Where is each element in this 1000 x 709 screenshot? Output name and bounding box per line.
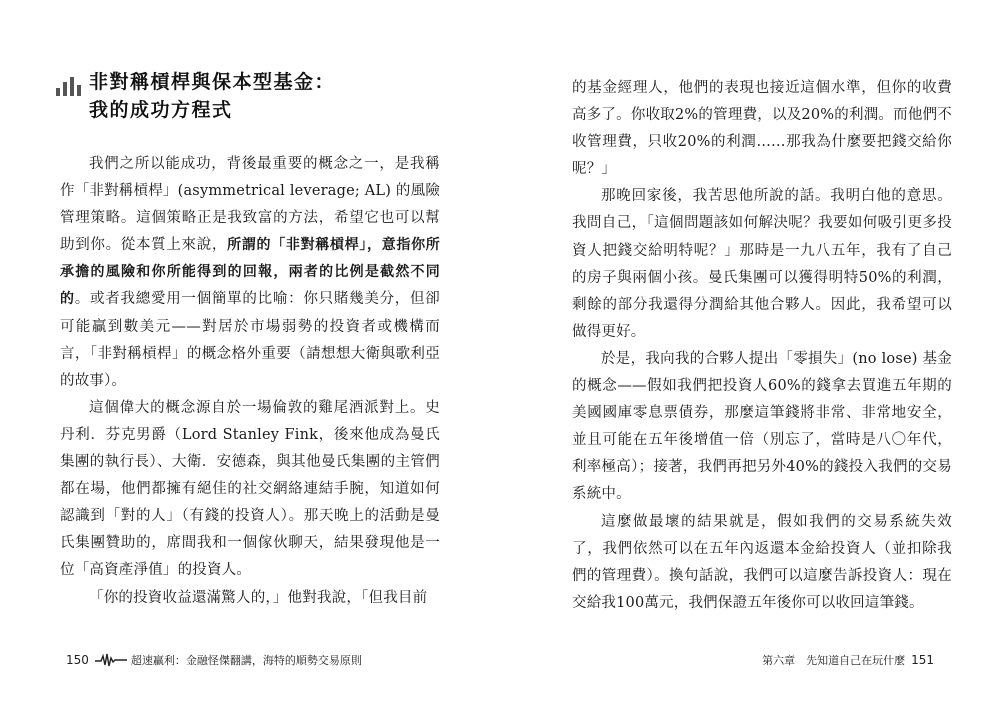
paragraph: 「你的投資收益還滿驚人的，」他對我說，「但我目前	[89, 589, 428, 606]
right-body-text	[572, 75, 952, 617]
left-footer	[60, 652, 362, 668]
left-body-text	[60, 151, 440, 612]
right-page	[500, 0, 1000, 709]
emphasis-text: 所謂的「非對稱槓桿」，意指你所承擔的風險和你所能得到的回報，兩者的比例是截然不同的	[60, 237, 441, 308]
paragraph	[60, 151, 440, 395]
chapter-label: 第六章 先知道自己在玩什麼	[762, 654, 906, 667]
paragraph: 這麼做最壞的結果就是，假如我們的交易系統失效了，我們依然可以在五年內返還本金給投資人（並扣除我們的管理費）。換句話說，我們可以這麼告訴投資人：現在交給我100萬元，我們保證五年後你可以收回這筆錢。	[572, 513, 952, 611]
section-title-line-2: 我的成功方程式	[89, 99, 233, 121]
section-heading	[56, 68, 335, 124]
section-title	[89, 68, 335, 124]
paragraph: 那晚回家後，我苦思他所說的話。我明白他的意思。我問自己，「這個問題該如何解決呢？我要如何吸引更多投資人把錢交給明特呢？」那時是一九八五年，我有了自己的房子與兩個小孩。曼氏集團可以獲得明特50%的利潤，剩餘的部分我還得分潤給其他合夥人。因此，我希望可以做得更好。	[572, 188, 952, 340]
paragraph: 這個偉大的概念源自於一場倫敦的雞尾酒派對上。史丹利．芬克男爵（Lord Stanley Fink，後來他成為曼氏集團的執行長）、大衛．安德森，與其他曼氏集團的主管們都在場，他們都擁有絕佳的社交網絡連結手腕，知道如何認識到「對的人」（有錢的投資人）。那天晚上的活動是曼氏集團贊助的，席間我和一個傢伙聊天，結果發現他是一位「高資產淨值」的投資人。	[60, 399, 440, 579]
page-number: 151	[911, 653, 934, 667]
page-number: 150	[66, 653, 89, 667]
paragraph-text: 我們之所以能成功，背後最重要的概念之一，是我稱作「非對稱槓桿」(asymmetrical leverage; AL) 的風險管理策略。這個策略正是我致富的方法，希望它也可以幫助到你。從本質上來說，	[60, 156, 441, 254]
pulse-wave-icon	[95, 653, 127, 667]
paragraph: 於是，我向我的合夥人提出「零損失」(no lose) 基金的概念——假如我們把投資人60%的錢拿去買進五年期的美國國庫零息票債券，那麼這筆錢將非常、非常地安全，並且可能在五年後增值一倍（別忘了，當時是八〇年代，利率極高）；接著，我們再把另外40%的錢投入我們的交易系統中。	[572, 350, 952, 503]
paragraph: 的基金經理人，他們的表現也接近這個水準，但你的收費高多了。你收取2%的管理費，以及20%的利潤。而他們不收管理費，只收20%的利潤……那我為什麼要把錢交給你呢？」	[572, 80, 952, 178]
right-footer	[762, 652, 940, 668]
bar-chart-icon	[56, 74, 81, 96]
paragraph-text: 。或者我總愛用一個簡單的比喻：你只賭幾美分，但卻可能贏到數美元——對居於市場弱勢的投資者或機構而言，「非對稱槓桿」的概念格外重要（請想想大衛與歌利亞的故事）。	[60, 291, 440, 389]
running-title: 超速贏利：金融怪傑翻講，海特的順勢交易原則	[130, 654, 362, 667]
section-title-line-1: 非對稱槓桿與保本型基金：	[89, 71, 336, 93]
